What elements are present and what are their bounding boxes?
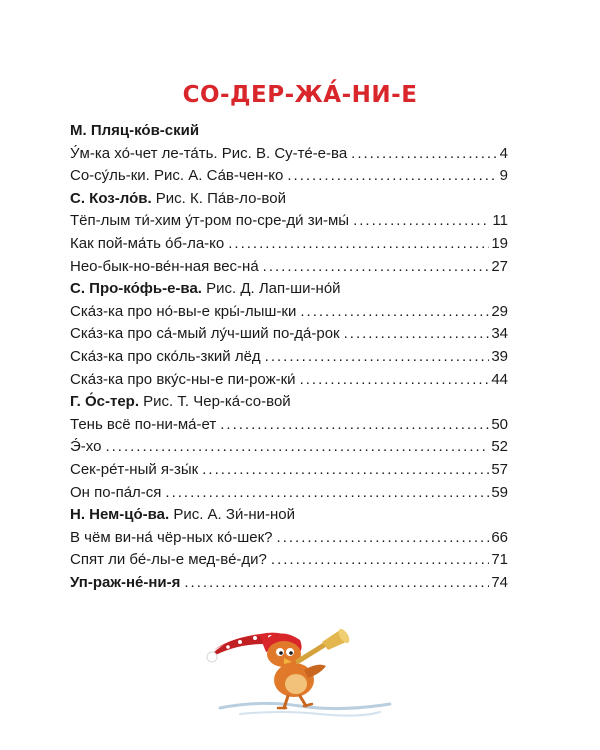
page-title: СО-ДЕР-ЖА́-НИ-Е	[182, 82, 418, 108]
toc-entry[interactable]	[70, 527, 508, 550]
toc-entry[interactable]	[70, 549, 508, 572]
entry-title: Уп-раж-не́-ни-я	[70, 573, 181, 591]
page-number: 74	[491, 573, 508, 591]
illustrator-credit: Рис. Т. Чер-ка́-со-вой	[143, 393, 291, 411]
entry-title: Нео-бык-но-ве́н-ная вес-на́	[70, 257, 259, 275]
page-number: 4	[499, 144, 508, 162]
page-number: 66	[491, 528, 508, 546]
dot-leader	[202, 459, 489, 482]
dot-leader	[344, 323, 490, 346]
dot-leader	[353, 210, 490, 233]
author-heading	[70, 120, 508, 143]
toc-entry[interactable]	[70, 436, 508, 459]
dot-leader	[265, 346, 490, 369]
dot-leader	[263, 256, 490, 279]
entry-title: Тёп-лым ти́-хим у́т-ром по-сре-ди́ зи-мы́	[70, 212, 350, 230]
page-number: 29	[491, 302, 508, 320]
toc-entry[interactable]	[70, 482, 508, 505]
author-heading	[70, 504, 508, 527]
page-number: 11	[492, 212, 508, 230]
dot-leader	[287, 165, 497, 188]
illustrator-credit: Рис. К. Па́в-ло-вой	[155, 189, 286, 207]
entry-title: Спят ли бе́-лы-е мед-ве́-ди?	[70, 551, 267, 569]
entry-title: В чём ви-на́ чёр-ных ко́-шек?	[70, 528, 273, 546]
illustrator-credit: Рис. А. Зи́-ни-ной	[173, 506, 295, 524]
toc-entry[interactable]	[70, 143, 508, 166]
page-number: 71	[491, 551, 508, 569]
page-number: 50	[491, 415, 508, 433]
author-name: Н. Нем-цо́-ва.	[70, 506, 170, 524]
author-heading	[70, 391, 508, 414]
dot-leader	[184, 572, 489, 595]
page-number: 34	[491, 325, 508, 343]
toc-entry[interactable]	[70, 210, 508, 233]
entry-title: Сек-ре́т-ный я-зы́к	[70, 460, 199, 478]
page-number: 52	[491, 438, 508, 456]
entry-title: Ска́з-ка про вку́с-ны-е пи-рож-ки́	[70, 370, 296, 388]
entry-title: Как пой-ма́ть о́б-ла-ко	[70, 234, 225, 252]
author-heading	[70, 278, 508, 301]
entry-title: Ска́з-ка про ско́ль-зкий лёд	[70, 347, 261, 365]
dot-leader	[277, 527, 490, 550]
toc-entry-exercises[interactable]	[70, 572, 508, 595]
author-name: Г. О́с-тер.	[70, 393, 139, 411]
table-of-contents	[70, 120, 508, 594]
author-heading	[70, 188, 508, 211]
entry-title: Тень всё по-ни-ма́-ет	[70, 415, 217, 433]
page-number: 27	[491, 257, 508, 275]
toc-entry[interactable]	[70, 459, 508, 482]
author-name: С. Про-ко́фь-е-ва.	[70, 280, 202, 298]
entry-title: Ска́з-ка про са́-мый лу́ч-ший по-да́-рок	[70, 325, 340, 343]
page-number: 44	[491, 370, 508, 388]
toc-entry[interactable]	[70, 414, 508, 437]
entry-title: У́м-ка хо́-чет ле-та́ть. Рис. В. Су-те́-е-ва	[70, 144, 348, 162]
toc-entry[interactable]	[70, 323, 508, 346]
toc-entry[interactable]	[70, 369, 508, 392]
page-number: 57	[491, 460, 508, 478]
toc-entry[interactable]	[70, 301, 508, 324]
entry-title: Он по-па́л-ся	[70, 483, 162, 501]
page-number: 9	[499, 167, 508, 185]
dot-leader	[220, 414, 489, 437]
toc-entry[interactable]	[70, 256, 508, 279]
author-name: С. Коз-ло́в.	[70, 189, 152, 207]
toc-entry[interactable]	[70, 165, 508, 188]
dot-leader	[228, 233, 489, 256]
illustrator-credit: Рис. Д. Лап-ши-но́й	[206, 280, 341, 298]
dot-leader	[351, 143, 497, 166]
toc-entry[interactable]	[70, 346, 508, 369]
dot-leader	[300, 301, 489, 324]
page-number: 39	[491, 347, 508, 365]
entry-title: Э́-хо	[70, 438, 102, 456]
author-name: М. Пляц-ко́в-ский	[70, 122, 200, 139]
dot-leader	[165, 482, 489, 505]
entry-title: Со-су́ль-ки. Рис. А. Са́в-чен-ко	[70, 167, 284, 185]
toc-entry[interactable]	[70, 233, 508, 256]
dot-leader	[271, 549, 489, 572]
page-number: 59	[491, 483, 508, 501]
entry-title: Ска́з-ка про но́-вы-е кры́-лыш-ки	[70, 302, 297, 320]
dot-leader	[105, 436, 489, 459]
bird-with-trumpet-icon	[200, 604, 400, 724]
page-number: 19	[491, 234, 508, 252]
dot-leader	[300, 369, 490, 392]
